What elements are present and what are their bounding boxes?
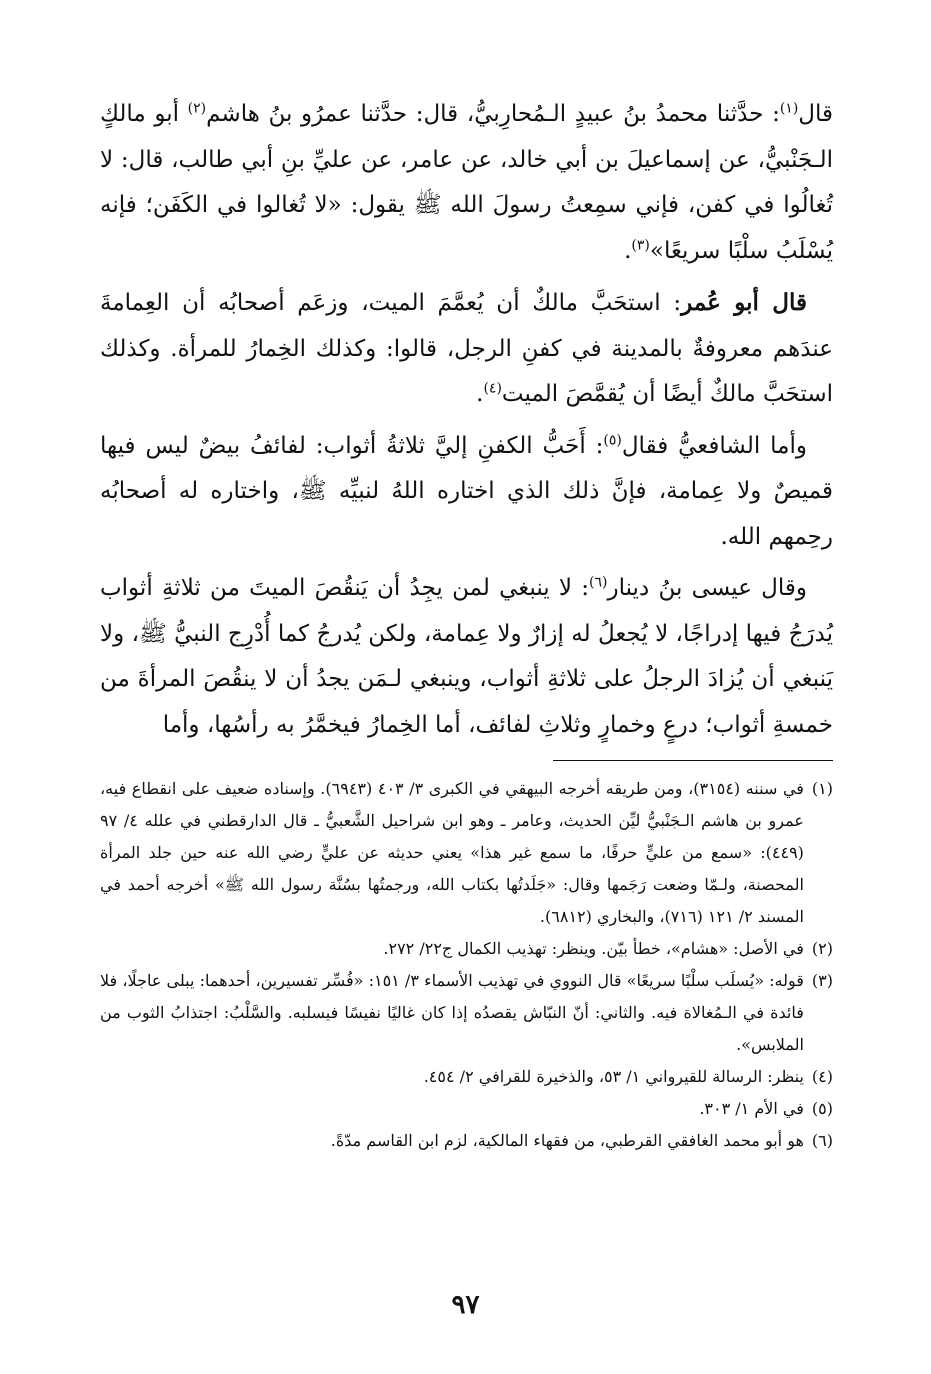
- paragraph-text: .: [624, 237, 632, 264]
- page-body: [100, 92, 833, 1157]
- footnote-separator: [553, 760, 833, 761]
- page-number: ٩٧: [451, 1290, 480, 1320]
- footnote-text: في سننه (٣١٥٤)، ومن طريقه أخرجه البيهقي في الكبرى ٣/ ٤٠٣ (٦٩٤٣). وإسناده ضعيف على انقطاع فيه، عمرو بن هاشم الـجَنْبيُّ ليِّن الحديث، وعامر ـ وهو ابن شراحيل الشَّعبيُّ ـ قال الدارقطني في علله ٤/ ٩٧ (٤٤٩): «سمع من عليٍّ حرفًا، ما سمع غير هذا» يعني حديثه عن عليٍّ رضي الله عنه حين جلد المرأة المحصنة، ولـمّا وضعت رَجَمها وقال: «جَلَدتُها بكتاب الله، ورجمتُها بسُنَّة رسول الله ﷺ» أخرجه أحمد في المسند ٢/ ١٢١ (٧١٦)، والبخاري (٦٨١٢).: [100, 779, 804, 926]
- paragraph-text: وقال عيسى بنُ دينار: [607, 575, 808, 601]
- footnote-6: [100, 1125, 833, 1157]
- footnote-number: (١): [811, 779, 833, 798]
- paragraph-text: .: [476, 381, 484, 407]
- paragraph-3: [100, 424, 833, 561]
- footnote-number: (٦): [811, 1131, 833, 1150]
- footnote-ref-2: (٢): [187, 100, 207, 117]
- footnote-text: قوله: «يُسلَب سلْبًا سريعًا» قال النووي في تهذيب الأسماء ٣/ ١٥١: «فُسِّر تفسيرين، أحدهما: يبلى عاجلًا، فلا فائدة في الـمُغالاة فيه. والثاني: أنّ النبّاش يقصدُه إذا كان غاليًا نفيسًا فيسلبه. والسَّلْبُ: اجتذابُ الثوب من الملابس».: [100, 971, 804, 1054]
- footnote-ref-4: (٤): [483, 380, 502, 397]
- footnote-text: في الأصل: «هشام»، خطأ بيّن. وينظر: تهذيب الكمال ج٢٢/ ٢٧٢.: [383, 939, 804, 958]
- paragraph-text: : حدَّثنا محمدُ بنُ عبيدٍ الـمُحارِبيُّ، قال: حدَّثنا عمرُو بنُ هاشم: [206, 101, 780, 127]
- footnote-text: هو أبو محمد الغافقي القرطبي، من فقهاء المالكية، لزم ابن القاسم مدّةً.: [330, 1131, 804, 1150]
- footnote-number: (٤): [811, 1067, 833, 1086]
- paragraph-4: [100, 566, 833, 748]
- paragraph-text: : لا ينبغي لمن يجِدُ أن يَنقُصَ الميتَ من ثلاثةِ أثواب يُدرَجُ فيها إدراجًا، لا يُجعلُ له إزارٌ ولا عِمامة، ولكن يُدرجُ كما أُدْرِج النبيُّ ﷺ، ولا يَنبغي أن يُزادَ الرجلُ على ثلاثةِ أثواب، وينبغي لـمَن يجدُ أن لا ينقُصَ المرأةَ من خمسةِ أثواب؛ درعٍ وخمارٍ وثلاثِ لفائف، أما الخِمارُ فيخمَّرُ به رأسُها، وأما: [100, 575, 833, 738]
- paragraph-1: [100, 92, 833, 274]
- footnote-text: ينظر: الرسالة للقيرواني ١/ ٥٣، والذخيرة للقرافي ٢/ ٤٥٤.: [423, 1067, 804, 1086]
- footnote-ref-1: (١): [779, 100, 799, 117]
- footnote-number: (٢): [811, 939, 833, 958]
- footnote-ref-6: (٦): [589, 574, 608, 591]
- footnote-ref-5: (٥): [603, 431, 622, 448]
- main-text: [100, 92, 833, 748]
- footnote-3: [100, 965, 833, 1061]
- paragraph-text: وأما الشافعيُّ فقال: [621, 432, 807, 459]
- paragraph-text: قال: [798, 101, 834, 127]
- paragraph-text: أبو مالكٍ الـجَنْبيُّ، عن إسماعيلَ بن أبي خالد، عن عامر، عن عليِّ بنِ أبي طالب، قال: لا تُغالُوا في كفن، فإني سمِعتُ رسولَ الله ﷺ يقول: «لا تُغالوا في الكَفَن؛ فإنه يُسْلَبُ سلْبًا سريعًا»: [100, 101, 833, 264]
- footnote-number: (٣): [811, 971, 833, 990]
- paragraph-text: : استحَبَّ مالكٌ أن يُعمَّمَ الميت، وزعَم أصحابُه أن العِمامةَ عندَهم معروفةٌ بالمدينة في كفنِ الرجل، قالوا: وكذلك الخِمارُ للمرأة. وكذلك استحَبَّ مالكٌ أيضًا أن يُقمَّصَ الميت: [100, 290, 833, 407]
- paragraph-2: [100, 280, 833, 418]
- footnotes: [100, 773, 833, 1157]
- footnote-4: [100, 1061, 833, 1093]
- footnote-ref-3: (٣): [631, 236, 650, 253]
- footnote-5: [100, 1093, 833, 1125]
- footnote-2: [100, 933, 833, 965]
- footnote-number: (٥): [811, 1099, 833, 1118]
- speaker-label: قال أبو عُمر: [681, 289, 807, 316]
- footnote-1: [100, 773, 833, 933]
- footnote-text: في الأم ١/ ٣٠٣.: [699, 1099, 804, 1118]
- paragraph-text: : أَحَبُّ الكفنِ إليَّ ثلاثةُ أثواب: لفائفُ بيضٌ ليس فيها قميصٌ ولا عِمامة، فإنَّ ذلك الذي اختاره اللهُ لنبيِّه ﷺ، واختاره له أصحابُه رحِمهم الله.: [100, 432, 833, 550]
